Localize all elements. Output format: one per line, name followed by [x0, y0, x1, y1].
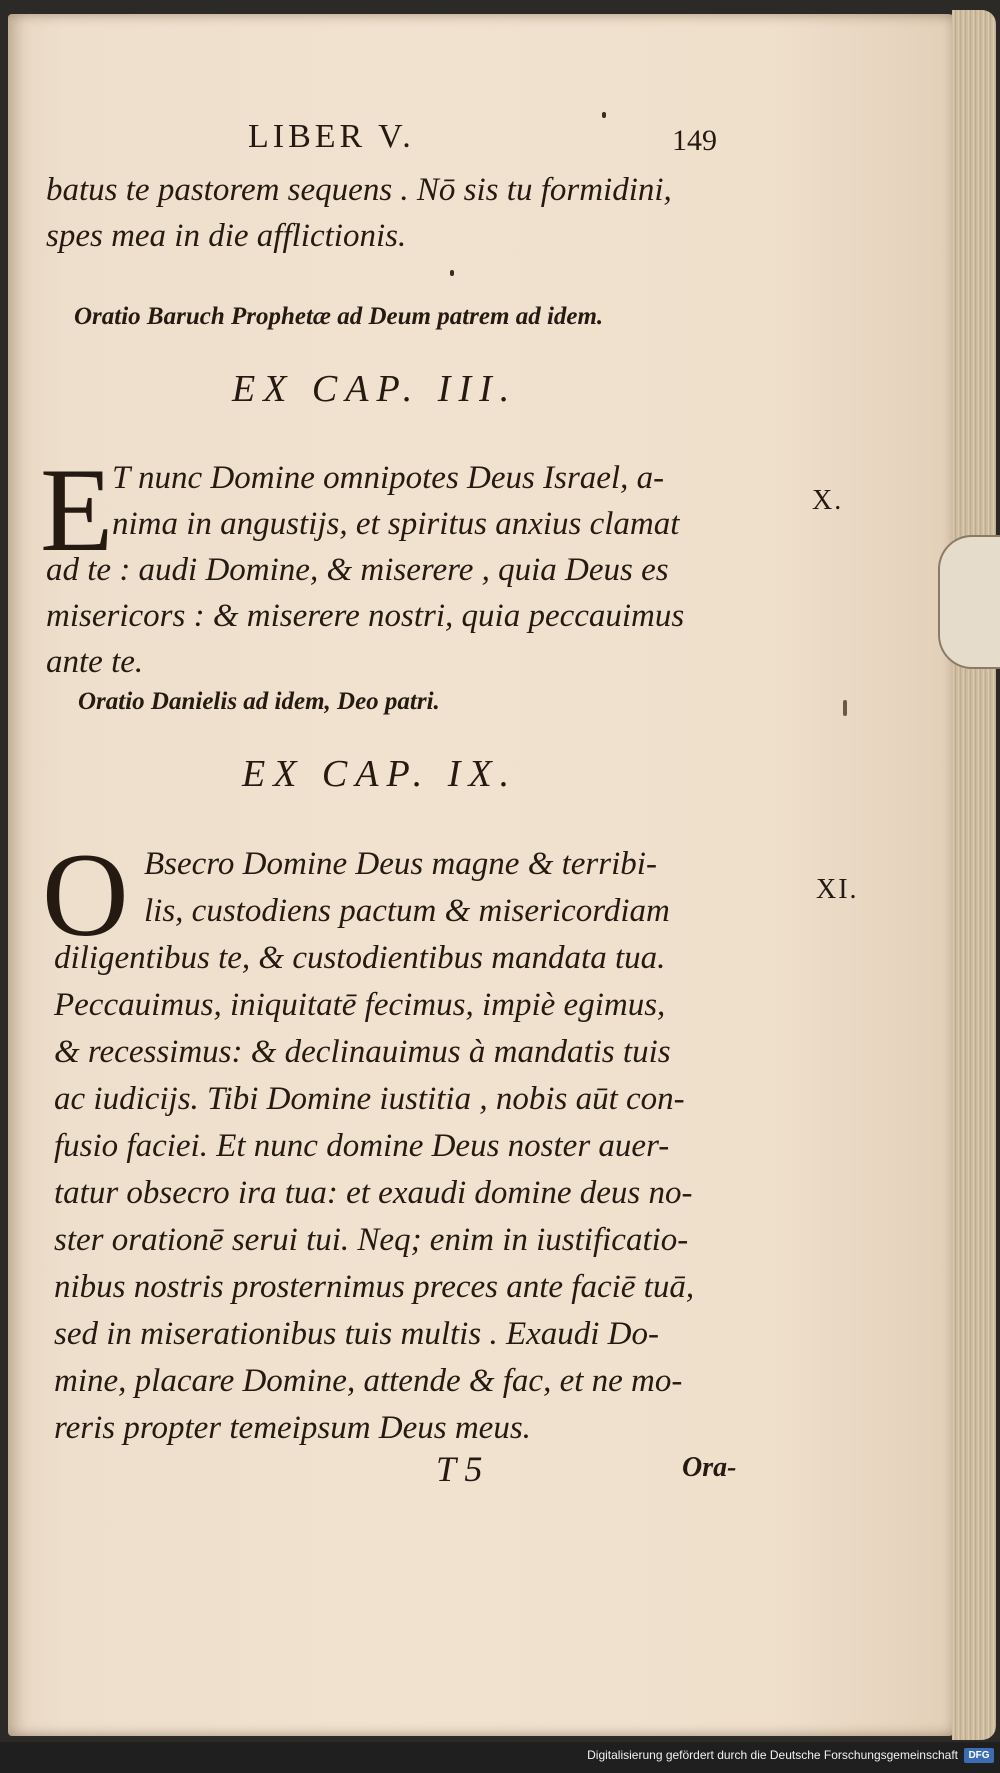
text-line: batus te pastorem sequens . Nō sis tu formidini, — [46, 172, 672, 208]
text-line: & recessimus: & declinauimus à mandatis tuis — [54, 1034, 671, 1070]
chapter-heading: EX CAP. III. — [232, 368, 518, 410]
text-line: fusio faciei. Et nunc domine Deus noster auer- — [54, 1128, 670, 1164]
page-number: 149 — [672, 124, 717, 157]
text-line: spes mea in die afflictionis. — [46, 218, 407, 254]
text-line: ster orationē serui tui. Neq; enim in iustificatio- — [54, 1222, 689, 1258]
margin-number: X. — [812, 485, 844, 516]
text-line: T nunc Domine omnipotes Deus Israel, a- — [112, 460, 665, 496]
text-line: reris propter temeipsum Deus meus. — [54, 1410, 531, 1446]
running-head: LIBER V. — [248, 118, 415, 155]
catchword: Ora- — [682, 1452, 737, 1483]
text-line: nibus nostris prosternimus preces ante faciē tuā, — [54, 1269, 695, 1305]
footer-bar — [0, 1742, 1000, 1773]
ink-dot — [602, 112, 606, 118]
page-edges — [952, 10, 996, 1740]
text-line: ac iudicijs. Tibi Domine iustitia , nobis aūt con- — [54, 1081, 685, 1117]
funding-credit: Digitalisierung gefördert durch die Deutsche Forschungsgemeinschaft — [587, 1748, 958, 1762]
drop-capital: E — [40, 443, 114, 576]
drop-capital: O — [42, 828, 129, 961]
text-line: mine, placare Domine, attende & fac, et ne mo- — [54, 1363, 683, 1399]
margin-number: XI. — [816, 874, 859, 905]
text-line: nima in angustijs, et spiritus anxius clamat — [112, 506, 680, 542]
ink-dot — [450, 270, 454, 276]
text-line: lis, custodiens pactum & misericordiam — [144, 893, 670, 929]
dfg-logo: DFG — [964, 1748, 994, 1763]
prayer-heading: Oratio Baruch Prophetæ ad Deum patrem ad idem. — [74, 303, 604, 330]
text-line: tatur obsecro ira tua: et exaudi domine deus no- — [54, 1175, 693, 1211]
text-line: diligentibus te, & custodientibus mandata tua. — [54, 940, 666, 976]
pin-mark — [843, 700, 847, 716]
text-line: sed in miserationibus tuis multis . Exaudi Do- — [54, 1316, 659, 1352]
text-line: Bsecro Domine Deus magne & terribi- — [144, 846, 657, 882]
chapter-heading: EX CAP. IX. — [242, 753, 518, 795]
text-line: ante te. — [46, 644, 144, 680]
text-line: misericors : & miserere nostri, quia peccauimus — [46, 598, 685, 634]
text-line: ad te : audi Domine, & miserere , quia Deus es — [46, 552, 669, 588]
signature-mark: T 5 — [436, 1449, 483, 1489]
prayer-heading: Oratio Danielis ad idem, Deo patri. — [78, 688, 440, 715]
text-line: Peccauimus, iniquitatē fecimus, impiè egimus, — [54, 987, 666, 1023]
book-clasp — [938, 535, 1000, 669]
